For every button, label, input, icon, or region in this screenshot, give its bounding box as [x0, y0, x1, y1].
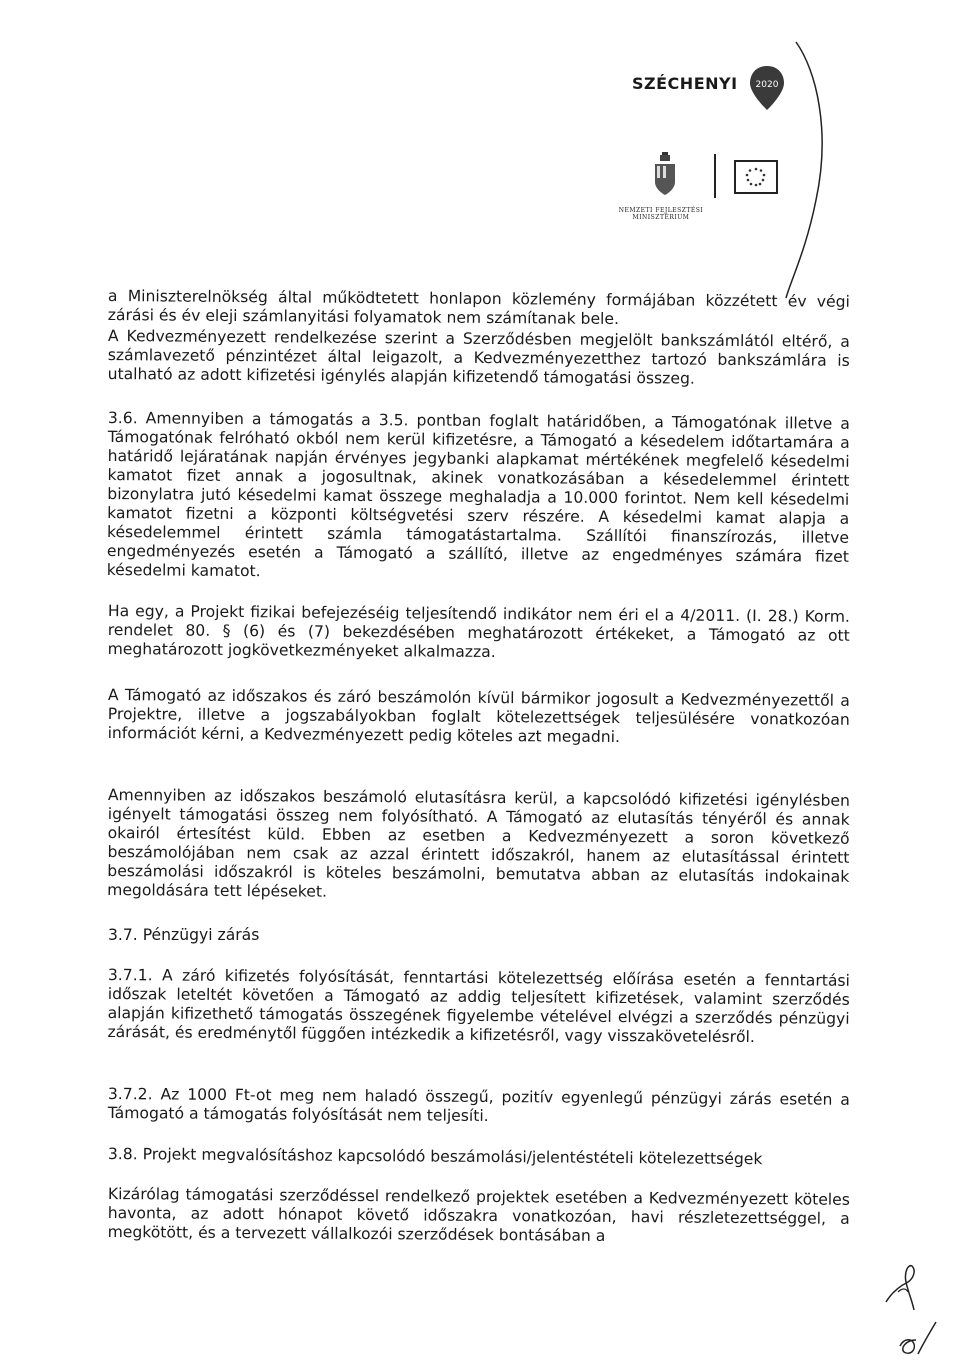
svg-text:2020: 2020	[755, 80, 779, 90]
paragraph-information-request: A Támogató az időszakos és záró beszámolón kívül bármikor jogosult a Kedvezményezettől a Projektre, illetve a jogszabályokban foglalt kötelezettségek teljesülésére vonatkozóan információt kérni, a Kedvezményezett pedig köteles azt megadni.	[107, 686, 850, 747]
logo-divider	[714, 154, 716, 198]
section-3-7-1: 3.7.1. A záró kifizetés folyósítását, fenntartási kötelezettség előírása esetén a fenntartási időszak leteltét követően a Támogató az addig teljesített kifizetések, valamint szerződés alapján kifizethető támogatás összegének figyelembe vételével elvégzi a szerződés pénzügyi zárását, és eredménytől függően intézkedik a kifizetésről, vagy visszakövetelésről.	[107, 966, 850, 1047]
section-3-7-2: 3.7.2. Az 1000 Ft-ot meg nem haladó összegű, pozitív egyenlegű pénzügyi zárás esetén a Támogató a támogatás folyósítását nem teljesíti.	[107, 1085, 850, 1125]
handwritten-initials-2	[894, 1318, 944, 1362]
paragraph-indicator: Ha egy, a Projekt fizikai befejezéséig teljesítendő indikátor nem éri el a 4/2011. (I. 28.) Korm. rendelet 80. § (6) és (7) bekezdésében meghatározott értékeket, a Támogató az ott meghatározott jogkövetkezményeket alkalmazza.	[107, 602, 850, 662]
ministry-line-2: MINISZTÉRIUM	[632, 214, 690, 221]
ministry-line-1: NEMZETI FEJLESZTÉSI	[618, 207, 704, 214]
eu-flag-icon	[734, 160, 778, 194]
hungarian-coat-of-arms-icon	[652, 152, 678, 196]
paragraph-monthly-reporting: Kizárólag támogatási szerződéssel rendelkező projektek esetében a Kedvezményezett köteles havonta, az adott hónapot követő időszakra vonatkozóan, havi részletezettséggel, a megkötött, és a tervezett vállalkozói szerződések bontásában a	[107, 1185, 850, 1245]
ministry-label	[596, 207, 726, 221]
section-3-6: 3.6. Amennyiben a támogatás a 3.5. pontban foglalt határidőben, a Támogatónak illetve a Támogatónak felróható okból nem kerül kifizetésre, a Támogató a késedelem időtartamára a határidő lejáratának napján érvényes jegybanki alapkamat mértékének megfelelő késedelmi kamatot fizet annak a jogosultnak, akinek vonatkozásában a késedelemmel érintett bizonylatra jutó késedelmi kamat összege meghaladja a 10.000 forintot. Nem kell késedelmi kamatot fizetni a központi költségvetési szerv részére. A késedelmi kamat alapja a késedelemmel érintett számla támogatástartalma. Szállítói finanszírozás, illetve engedményezés esetén a Támogató a szállító, illetve az engedményes számára fizet késedelmi kamatot.	[106, 409, 850, 581]
section-heading-3-8: 3.8. Projekt megvalósításhoz kapcsolódó beszámolási/jelentéstételi kötelezettségek	[107, 1145, 763, 1169]
paragraph-report-rejection: Amennyiben az időszakos beszámoló elutasításra kerül, a kapcsolódó kifizetési igénylésben igényelt támogatási összeg nem folyósítható. A Támogató az elutasítás tényéről és annak okairól értesítést küld. Ebben az esetben a Kedvezményezett a soron következő beszámolójában nem csak az azzal érintett időszakról, hanem az elutasítással érintett beszámolási időszakról is köteles beszámolni, bemutatva abban az elutasítás indokainak megoldására tett lépéseket.	[107, 786, 850, 901]
handwritten-stroke	[776, 40, 836, 300]
szechenyi-logo-text: SZÉCHENYI	[632, 74, 738, 93]
paragraph-2: A Kedvezményezett rendelkezése szerint a Szerződésben megjelölt bankszámlától eltérő, a számlavezető pénzintézet által leigazolt, a Kedvezményezetthez tartozó bankszámlára is utalható az adott kifizetési igénylés alapján kifizetendő támogatási összeg.	[107, 327, 850, 388]
section-heading-3-7: 3.7. Pénzügyi zárás	[108, 926, 260, 944]
paragraph-1: a Miniszterelnökség által működtetett honlapon közlemény formájában közzétett év végi zárási és év eleji számlanyitási folyamatok nem számítanak bele.	[107, 287, 850, 329]
handwritten-initials-1	[878, 1262, 928, 1314]
